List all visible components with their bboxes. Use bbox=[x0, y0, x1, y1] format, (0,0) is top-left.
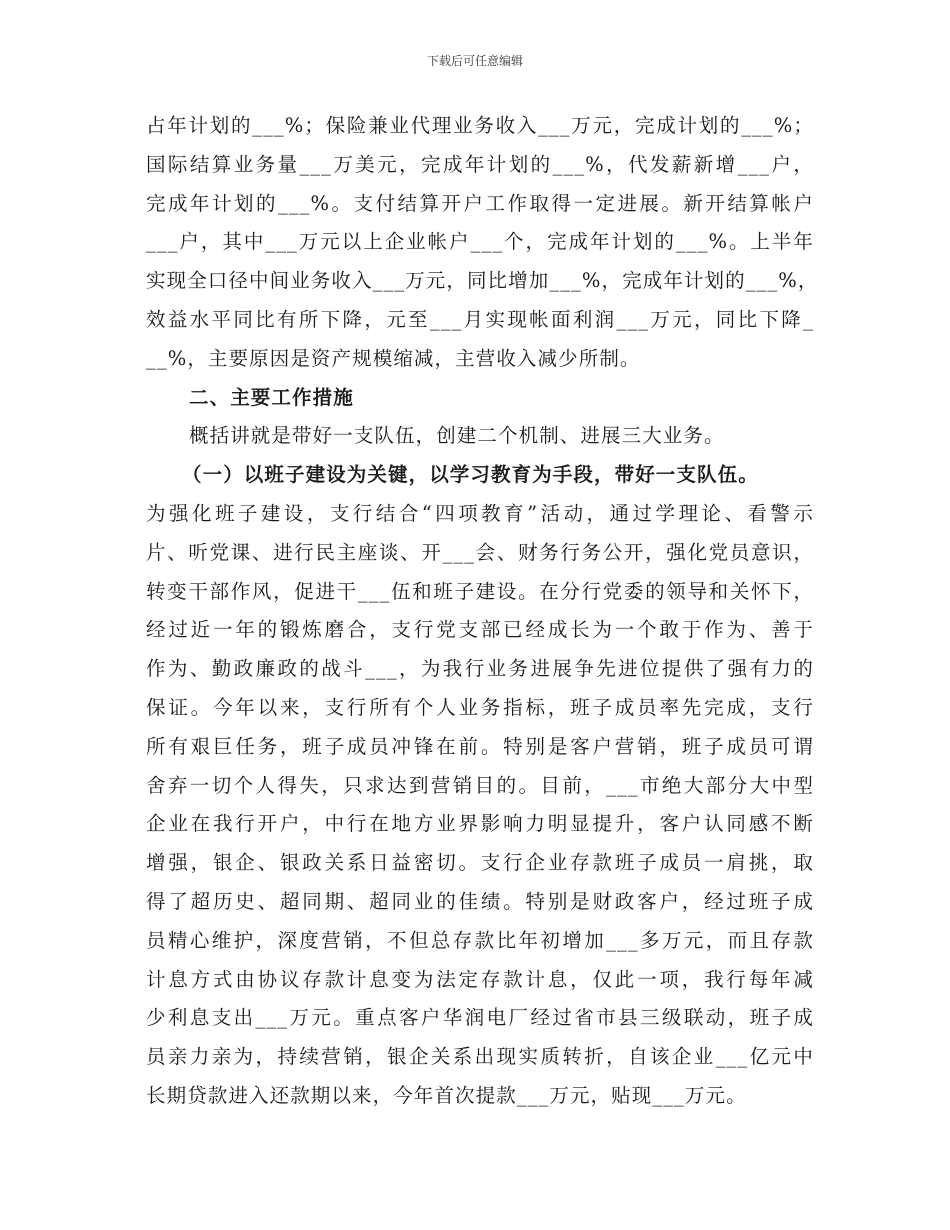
text-line: 实现全口径中间业务收入___万元，同比增加___%，完成年计划的___%， bbox=[146, 269, 819, 293]
text-line: 国际结算业务量___万美元，完成年计划的___%，代发薪新增___户， bbox=[146, 152, 814, 176]
text-line: __%，主要原因是资产规模缩减，主营收入减少所制。 bbox=[146, 346, 641, 370]
text-line: 员精心维护，深度营销，不但总存款比年初增加___多万元，而且存款 bbox=[146, 928, 814, 952]
text-line: 所有艰巨任务，班子成员冲锋在前。特别是客户营销，班子成员可谓 bbox=[146, 734, 814, 758]
page-header: 下载后可任意编辑 bbox=[426, 54, 523, 68]
text-line: 增强，银企、银政关系日益密切。支行企业存款班子成员一肩挑，取 bbox=[146, 851, 814, 875]
text-line: 计息方式由协议存款计息变为法定存款计息，仅此一项，我行每年减 bbox=[146, 967, 814, 991]
text-line: 员亲力亲为，持续营销，银企关系出现实质转折，自该企业___亿元中 bbox=[146, 1045, 814, 1069]
text-line: 完成年计划的___%。支付结算开户工作取得一定进展。新开结算帐户 bbox=[146, 191, 814, 215]
text-line: 得了超历史、超同期、超同业的佳绩。特别是财政客户，经过班子成 bbox=[146, 889, 814, 913]
section-heading: 二、主要工作措施 bbox=[189, 385, 354, 409]
text-line: 效益水平同比有所下降，元至___月实现帐面利润___万元，同比下降_ bbox=[146, 307, 814, 331]
text-line: 为强化班子建设，支行结合“四项教育”活动，通过学理论、看警示 bbox=[146, 501, 814, 525]
text-line: 片、听党课、进行民主座谈、开___会、财务行务公开，强化党员意识， bbox=[146, 540, 814, 564]
text-line: 转变干部作风，促进干___伍和班子建设。在分行党委的领导和关怀下， bbox=[146, 579, 814, 603]
text-line: 占年计划的___%；保险兼业代理业务收入___万元，完成计划的___%； bbox=[146, 114, 814, 137]
text-line: 作为、勤政廉政的战斗___，为我行业务进展争先进位提供了强有力的 bbox=[146, 657, 814, 681]
text-line: 保证。今年以来，支行所有个人业务指标，班子成员率先完成，支行 bbox=[146, 695, 814, 719]
subsection-heading: （一）以班子建设为关键，以学习教育为手段，带好一支队伍。 bbox=[182, 463, 759, 487]
text-line: 少利息支出___万元。重点客户华润电厂经过省市县三级联动，班子成 bbox=[146, 1006, 814, 1030]
text-line: 长期贷款进入还款期以来，今年首次提款___万元，贴现___万元。 bbox=[146, 1083, 747, 1107]
text-line: 经过近一年的锻炼磨合，支行党支部已经成长为一个敢于作为、善于 bbox=[146, 618, 814, 642]
text-line: 概括讲就是带好一支队伍，创建二个机制、进展三大业务。 bbox=[189, 424, 725, 448]
document-body bbox=[146, 107, 819, 1116]
text-line: 企业在我行开户，中行在地方业界影响力明显提升，客户认同感不断 bbox=[146, 812, 814, 836]
text-line: ___户，其中___万元以上企业帐户___个，完成年计划的___%。上半年 bbox=[146, 230, 814, 254]
text-line: 舍弃一切个人得失，只求达到营销目的。目前，___市绝大部分大中型 bbox=[146, 773, 814, 797]
